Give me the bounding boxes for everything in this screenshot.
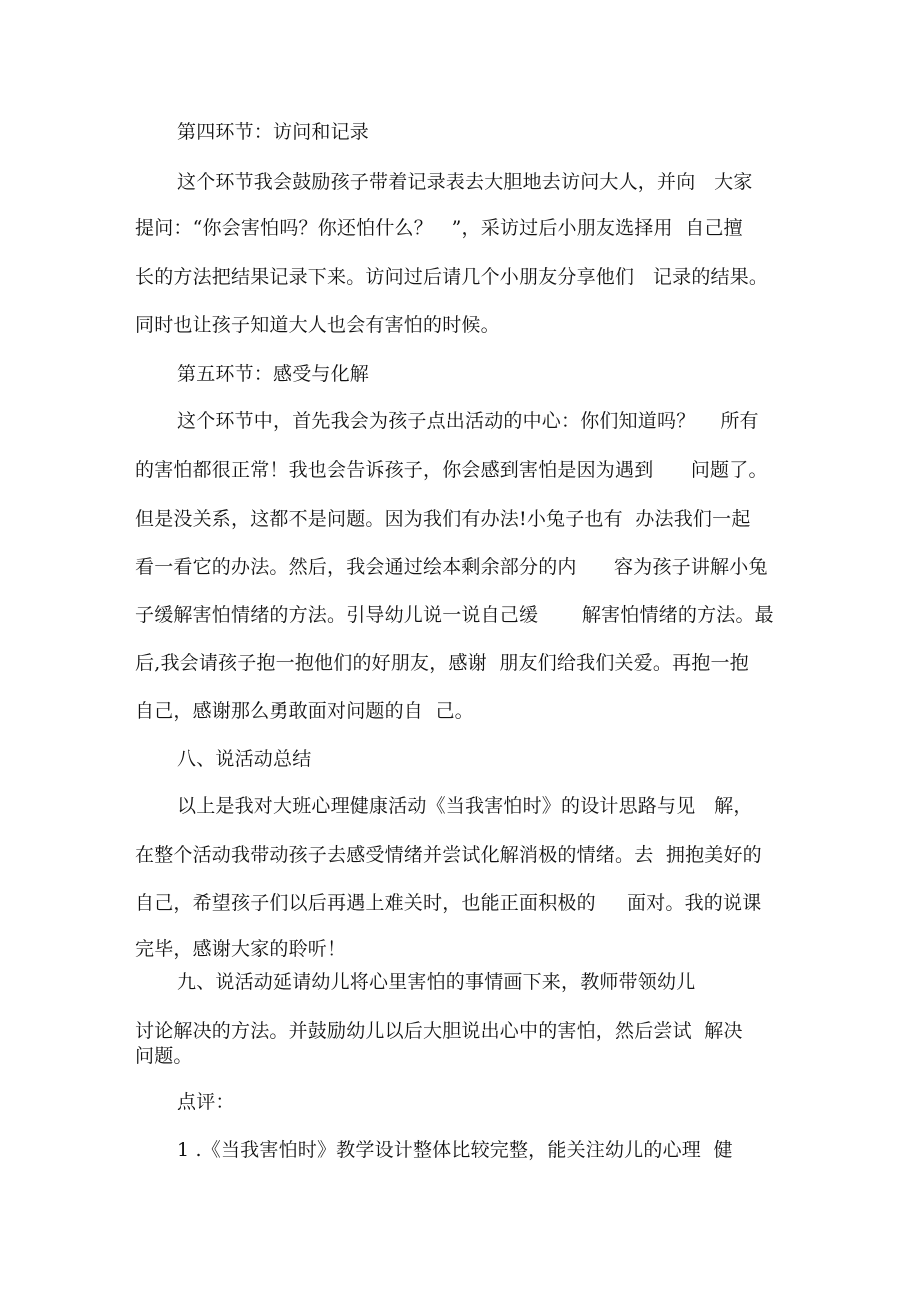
paragraph-line: 讨论解决的方法。并鼓励幼儿以后大胆说出心中的害怕，然后尝试 解决 [135, 1020, 743, 1042]
paragraph-line: 长的方法把结果记录下来。访问过后请几个小朋友分享他们 记录的结果。 [135, 266, 769, 288]
paragraph-line: 完毕，感谢大家的聆听！ [135, 938, 347, 960]
paragraph-line: 问题。 [135, 1045, 193, 1067]
paragraph-line: 的害怕都很正常！我也会告诉孩子，你会感到害怕是因为遇到 问题了。 [135, 459, 768, 481]
heading-section-4: 第四环节：访问和记录 [177, 121, 370, 143]
heading-section-5: 第五环节：感受与化解 [177, 363, 370, 385]
paragraph-line: 同时也让孩子知道大人也会有害怕的时候。 [135, 314, 500, 336]
paragraph-line: 这个环节我会鼓励孩子带着记录表去大胆地去访问大人，并向 大家 [177, 171, 753, 193]
paragraph-line: 但是没关系，这都不是问题。因为我们有办法!小兔子也有 办法我们一起 [135, 508, 751, 530]
heading-extension: 九、说活动延请幼儿将心里害怕的事情画下来，教师带领幼儿 [177, 971, 696, 993]
paragraph-line: 这个环节中，首先我会为孩子点出活动的中心：你们知道吗？ 所有 [177, 410, 759, 432]
heading-comment: 点评： [177, 1091, 235, 1113]
paragraph-line: 提问：“你会害怕吗？你还怕什么？ ”，采访过后小朋友选择用 自己擅 [135, 217, 743, 239]
paragraph-line: 看一看它的办法。然后，我会通过绘本剩余部分的内 容为孩子讲解小兔 [135, 556, 768, 578]
paragraph-line: 1 .《当我害怕时》教学设计整体比较完整，能关注幼儿的心理 健 [177, 1139, 733, 1161]
heading-summary: 八、说活动总结 [177, 748, 312, 770]
paragraph-line: 自己，感谢那么勇敢面对问题的自 己。 [135, 700, 474, 722]
paragraph-line: 子缓解害怕情绪的方法。引导幼儿说一说自己缓 解害怕情绪的方法。最 [135, 604, 774, 626]
paragraph-line: 在整个活动我带动孩子去感受情绪并尝试化解消极的情绪。去 拥抱美好的 [135, 844, 762, 866]
paragraph-line: 自己，希望孩子们以后再遇上难关时，也能正面积极的 面对。我的说课 [135, 892, 762, 914]
paragraph-line: 后,我会请孩子抱一抱他们的好朋友，感谢 朋友们给我们关爱。再抱一抱 [135, 652, 749, 674]
paragraph-line: 以上是我对大班心理健康活动《当我害怕时》的设计思路与见 解， [177, 795, 753, 817]
